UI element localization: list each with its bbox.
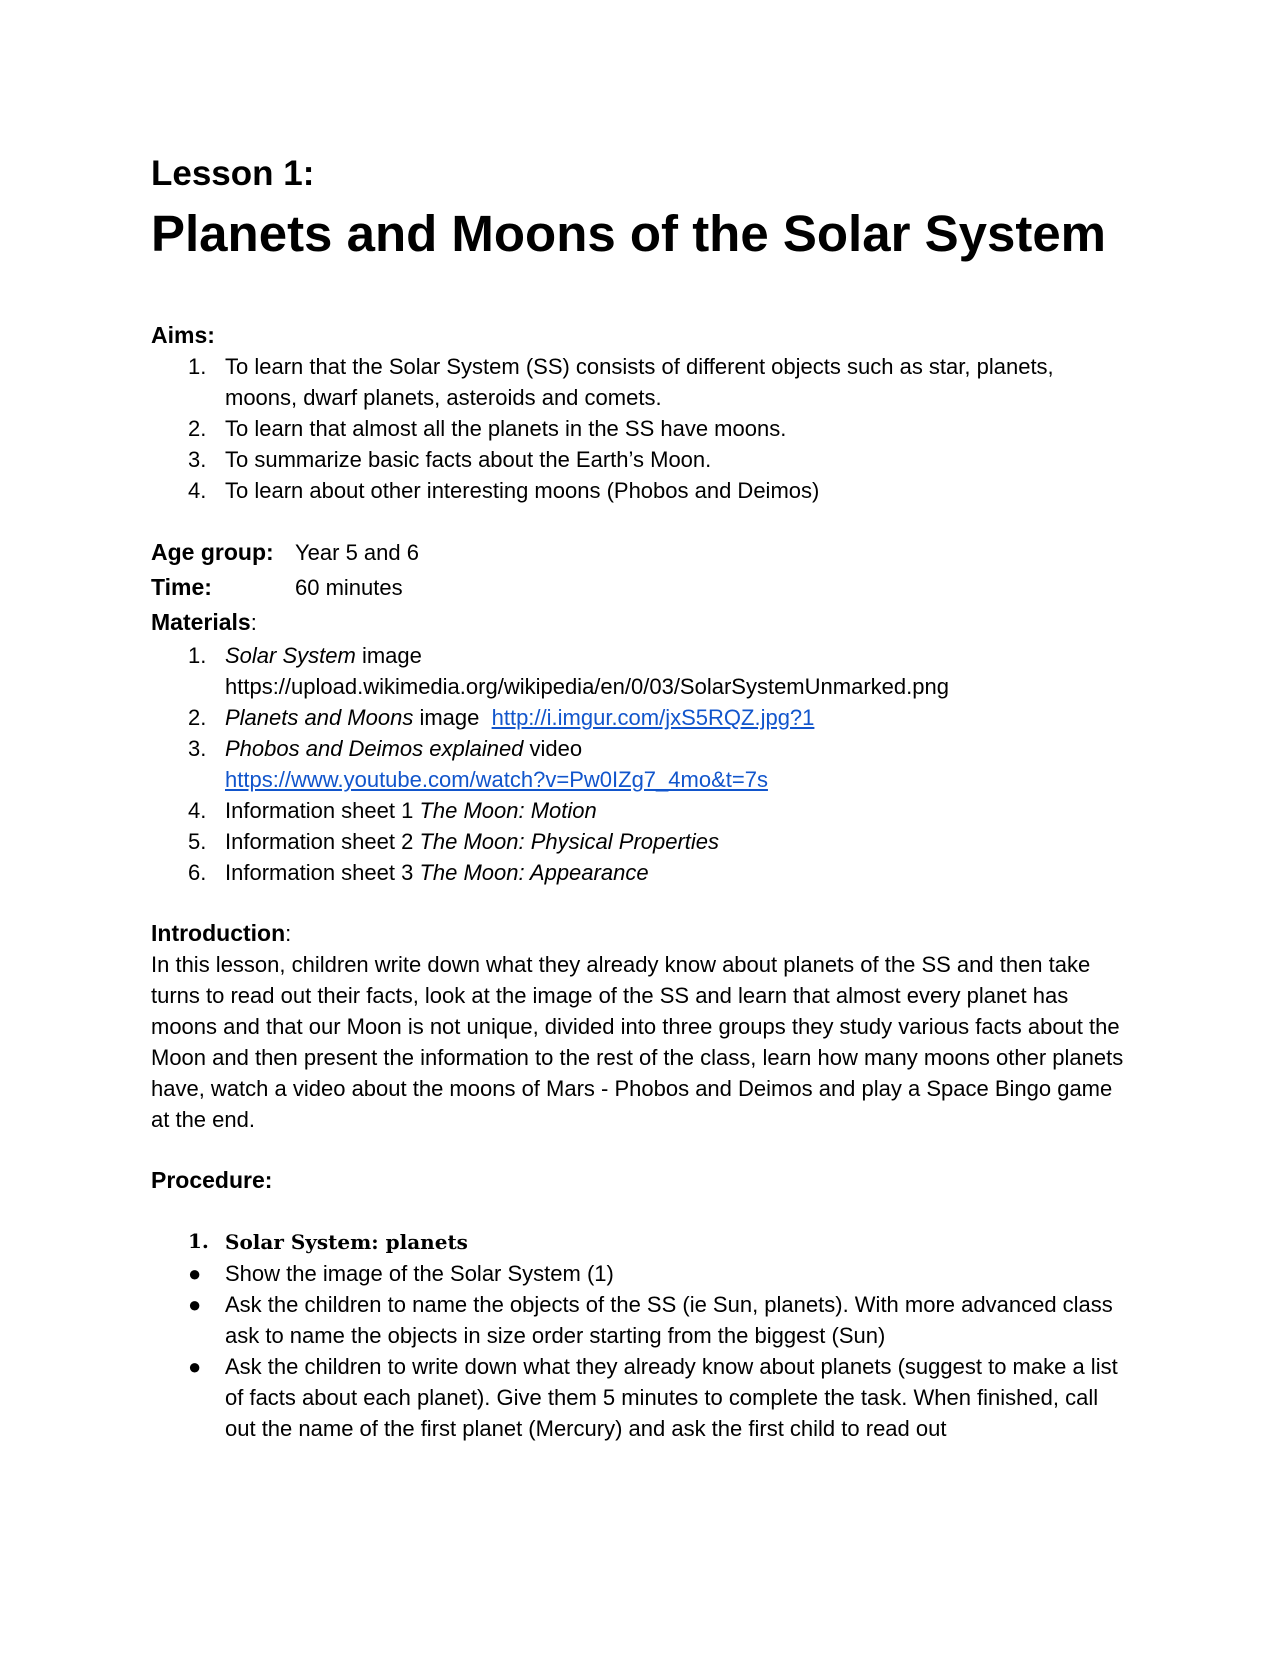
lesson-label: Lesson 1: xyxy=(151,154,315,193)
material-plain: Information sheet 3 xyxy=(225,860,420,885)
materials-item xyxy=(151,826,1131,857)
material-title: The Moon: Motion xyxy=(419,798,597,823)
aims-item-text: To learn about other interesting moons (Phobos and Deimos) xyxy=(225,478,820,503)
step-title: Solar System: planets xyxy=(225,1230,468,1254)
list-number: 2. xyxy=(188,705,207,730)
material-title: The Moon: Physical Properties xyxy=(419,829,720,854)
bullet-icon: ● xyxy=(188,1354,202,1379)
aims-item-text: To learn that the Solar System (SS) consists of different objects such as star, planets, moons, dwarf planets, asteroids and comets. xyxy=(225,354,1054,410)
material-title: Solar System xyxy=(225,643,356,668)
material-plain: Information sheet 2 xyxy=(225,829,420,854)
list-number: 1. xyxy=(188,643,207,668)
materials-item xyxy=(151,640,1131,702)
material-type: image xyxy=(413,705,492,730)
aims-section xyxy=(151,320,1131,506)
list-number: 3. xyxy=(188,447,207,472)
time-label: Time: xyxy=(151,574,212,600)
bullet-icon: ● xyxy=(188,1292,202,1317)
age-group-label: Age group: xyxy=(151,539,274,565)
bullet-icon: ● xyxy=(188,1261,202,1286)
aims-item-text: To learn that almost all the planets in the SS have moons. xyxy=(225,416,787,441)
aims-heading: Aims: xyxy=(151,322,215,348)
aims-item-text: To summarize basic facts about the Earth’s Moon. xyxy=(225,447,712,472)
procedure-section xyxy=(151,1165,1131,1444)
list-number: 5. xyxy=(188,829,207,854)
material-plain: Information sheet 1 xyxy=(225,798,420,823)
aims-item xyxy=(151,413,1131,444)
procedure-bullet xyxy=(151,1258,1131,1289)
aims-item xyxy=(151,444,1131,475)
introduction-section xyxy=(151,918,1131,1135)
introduction-text: In this lesson, children write down what they already know about planets of the SS and then take turns to read out their facts, look at the image of the SS and learn that almost every planet has moons and that our Moon is not unique, divided into three groups they study various facts about the Moon and then present the information to the rest of the class, learn how many moons other planets have, watch a video about the moons of Mars - Phobos and Deimos and play a Space Bingo game at the end. xyxy=(151,952,1124,1132)
materials-item xyxy=(151,733,1131,795)
introduction-heading: Introduction xyxy=(151,920,286,946)
materials-item xyxy=(151,795,1131,826)
material-title: Planets and Moons xyxy=(225,705,414,730)
procedure-bullet xyxy=(151,1351,1131,1444)
procedure-bullets xyxy=(151,1258,1131,1444)
time-row xyxy=(151,570,1131,605)
material-type: image xyxy=(355,643,422,668)
materials-colon: : xyxy=(250,610,257,635)
aims-list xyxy=(151,351,1131,506)
time-value: 60 minutes xyxy=(295,575,403,600)
step-number: 1. xyxy=(188,1229,209,1253)
procedure-bullet-text: Show the image of the Solar System (1) xyxy=(225,1261,614,1286)
materials-item xyxy=(151,702,1131,733)
aims-item xyxy=(151,475,1131,506)
age-group-value: Year 5 and 6 xyxy=(295,540,419,565)
material-link[interactable]: http://i.imgur.com/jxS5RQZ.jpg?1 xyxy=(491,705,815,730)
list-number: 3. xyxy=(188,736,207,761)
procedure-bullet xyxy=(151,1289,1131,1351)
aims-item xyxy=(151,351,1131,413)
procedure-bullet-text: Ask the children to write down what they already know about planets (suggest to make a list of facts about each planet). Give them 5 minutes to complete the task. When finished, call out the name of the first planet (Mercury) and ask the first child to read out xyxy=(225,1354,1118,1441)
material-title: Phobos and Deimos explained xyxy=(225,736,524,761)
age-group-row xyxy=(151,535,1131,570)
materials-heading: Materials xyxy=(151,609,251,635)
document-page xyxy=(151,140,1131,1444)
list-number: 2. xyxy=(188,416,207,441)
material-type: video xyxy=(523,736,583,761)
material-url-text: https://upload.wikimedia.org/wikipedia/en/0/03/SolarSystemUnmarked.png xyxy=(225,674,949,699)
procedure-bullet-text: Ask the children to name the objects of the SS (ie Sun, planets). With more advanced class ask to name the objects in size order starting from the biggest (Sun) xyxy=(225,1292,1113,1348)
list-number: 1. xyxy=(188,354,207,379)
material-title: The Moon: Appearance xyxy=(419,860,649,885)
list-number: 6. xyxy=(188,860,207,885)
materials-heading-row xyxy=(151,605,1131,640)
page-title: Planets and Moons of the Solar System xyxy=(151,205,1107,262)
list-number: 4. xyxy=(188,798,207,823)
material-link[interactable]: https://www.youtube.com/watch?v=Pw0IZg7_4mo&t=7s xyxy=(225,767,768,792)
materials-list xyxy=(151,640,1131,888)
introduction-colon: : xyxy=(285,921,292,946)
info-section xyxy=(151,535,1131,888)
materials-item xyxy=(151,857,1131,888)
procedure-heading: Procedure: xyxy=(151,1167,273,1193)
list-number: 4. xyxy=(188,478,207,503)
procedure-step-title xyxy=(151,1226,1131,1258)
introduction-heading-row xyxy=(151,918,1131,949)
